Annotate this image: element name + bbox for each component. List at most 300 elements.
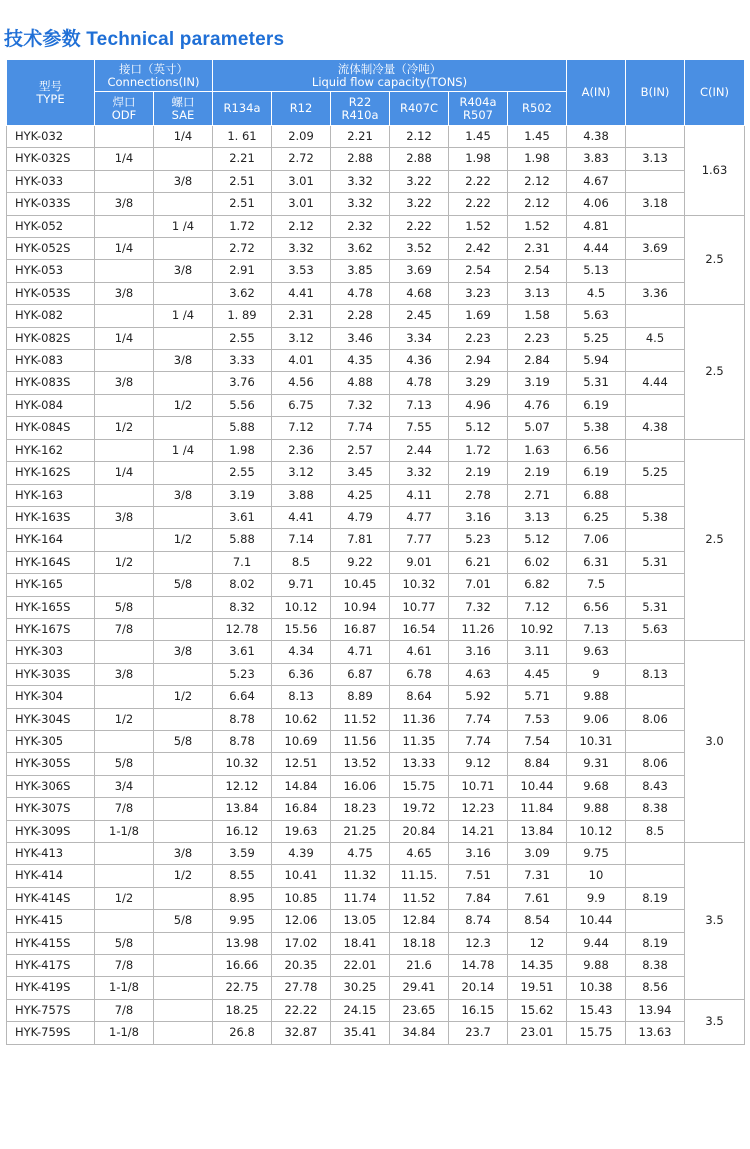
cell-a: 10.44 xyxy=(567,910,626,932)
cell-r134a: 3.62 xyxy=(213,282,272,304)
cell-c: 2.5 xyxy=(685,305,745,439)
cell-r134a: 3.61 xyxy=(213,506,272,528)
cell-r134a: 2.91 xyxy=(213,260,272,282)
cell-r502: 3.13 xyxy=(508,282,567,304)
table-body xyxy=(7,126,745,1045)
cell-type: HYK-084S xyxy=(7,417,95,439)
cell-type: HYK-164 xyxy=(7,529,95,551)
cell-r404a: 3.16 xyxy=(449,506,508,528)
cell-r502: 6.02 xyxy=(508,551,567,573)
cell-r22: 13.52 xyxy=(331,753,390,775)
cell-r407c: 18.18 xyxy=(390,932,449,954)
cell-r22: 3.45 xyxy=(331,462,390,484)
cell-r12: 4.39 xyxy=(272,843,331,865)
cell-type: HYK-167S xyxy=(7,618,95,640)
cell-a: 9.88 xyxy=(567,686,626,708)
cell-b: 8.06 xyxy=(626,708,685,730)
cell-b xyxy=(626,686,685,708)
cell-odf xyxy=(95,394,154,416)
cell-r22: 4.78 xyxy=(331,282,390,304)
cell-odf: 7/8 xyxy=(95,955,154,977)
cell-a: 3.83 xyxy=(567,148,626,170)
cell-a: 9.9 xyxy=(567,887,626,909)
cell-type: HYK-053S xyxy=(7,282,95,304)
cell-r12: 3.12 xyxy=(272,462,331,484)
cell-r502: 5.07 xyxy=(508,417,567,439)
cell-b: 3.36 xyxy=(626,282,685,304)
cell-r502: 19.51 xyxy=(508,977,567,999)
header-connections-en: Connections(IN) xyxy=(107,74,200,89)
header-odf-cn: 焊口 xyxy=(112,94,136,109)
cell-sae xyxy=(154,148,213,170)
cell-sae xyxy=(154,596,213,618)
cell-c: 3.5 xyxy=(685,843,745,1000)
cell-type: HYK-032S xyxy=(7,148,95,170)
cell-b xyxy=(626,865,685,887)
header-c: C(IN) xyxy=(685,60,745,126)
cell-odf: 5/8 xyxy=(95,596,154,618)
cell-r12: 4.01 xyxy=(272,350,331,372)
cell-a: 10.12 xyxy=(567,820,626,842)
cell-r404a: 7.84 xyxy=(449,887,508,909)
cell-r22: 2.21 xyxy=(331,126,390,148)
cell-odf xyxy=(95,910,154,932)
cell-b xyxy=(626,394,685,416)
cell-r404a: 5.92 xyxy=(449,686,508,708)
cell-r134a: 5.23 xyxy=(213,663,272,685)
cell-odf: 1/2 xyxy=(95,417,154,439)
cell-r404a: 1.45 xyxy=(449,126,508,148)
cell-r407c: 29.41 xyxy=(390,977,449,999)
cell-r12: 14.84 xyxy=(272,775,331,797)
cell-r404a: 2.23 xyxy=(449,327,508,349)
cell-r12: 2.12 xyxy=(272,215,331,237)
cell-r404a: 14.78 xyxy=(449,955,508,977)
cell-r404a: 7.32 xyxy=(449,596,508,618)
cell-odf xyxy=(95,126,154,148)
cell-r12: 32.87 xyxy=(272,1022,331,1044)
cell-r407c: 19.72 xyxy=(390,798,449,820)
cell-sae xyxy=(154,372,213,394)
cell-r12: 3.88 xyxy=(272,484,331,506)
header-r134a: R134a xyxy=(213,92,272,126)
cell-type: HYK-306S xyxy=(7,775,95,797)
cell-r407c: 6.78 xyxy=(390,663,449,685)
cell-r22: 4.71 xyxy=(331,641,390,663)
cell-odf: 7/8 xyxy=(95,618,154,640)
cell-a: 4.06 xyxy=(567,193,626,215)
cell-type: HYK-165S xyxy=(7,596,95,618)
cell-r22: 4.88 xyxy=(331,372,390,394)
header-connections-cn: 接口（英寸） xyxy=(119,61,188,76)
cell-r22: 3.85 xyxy=(331,260,390,282)
cell-r407c: 10.32 xyxy=(390,574,449,596)
cell-r12: 2.72 xyxy=(272,148,331,170)
cell-r12: 4.34 xyxy=(272,641,331,663)
cell-b: 8.19 xyxy=(626,887,685,909)
table-row xyxy=(7,282,745,304)
table-row xyxy=(7,215,745,237)
cell-r502: 13.84 xyxy=(508,820,567,842)
cell-b xyxy=(626,843,685,865)
cell-r407c: 9.01 xyxy=(390,551,449,573)
table-row xyxy=(7,126,745,148)
cell-odf xyxy=(95,350,154,372)
cell-r502: 1.58 xyxy=(508,305,567,327)
table-row xyxy=(7,843,745,865)
cell-sae: 3/8 xyxy=(154,350,213,372)
header-connections xyxy=(95,60,213,92)
cell-r404a: 3.29 xyxy=(449,372,508,394)
cell-sae: 1 /4 xyxy=(154,215,213,237)
cell-r134a: 2.51 xyxy=(213,170,272,192)
cell-r404a: 20.14 xyxy=(449,977,508,999)
table-row xyxy=(7,999,745,1021)
cell-a: 6.56 xyxy=(567,596,626,618)
cell-b: 8.56 xyxy=(626,977,685,999)
cell-type: HYK-305 xyxy=(7,730,95,752)
cell-r12: 3.01 xyxy=(272,193,331,215)
cell-odf: 1/4 xyxy=(95,238,154,260)
cell-odf: 7/8 xyxy=(95,999,154,1021)
cell-r404a: 7.74 xyxy=(449,708,508,730)
table-row xyxy=(7,170,745,192)
cell-r502: 2.71 xyxy=(508,484,567,506)
cell-sae: 1 /4 xyxy=(154,305,213,327)
cell-a: 4.5 xyxy=(567,282,626,304)
table-row xyxy=(7,932,745,954)
cell-r22: 6.87 xyxy=(331,663,390,685)
cell-b: 8.06 xyxy=(626,753,685,775)
cell-a: 6.31 xyxy=(567,551,626,573)
cell-r22: 11.74 xyxy=(331,887,390,909)
cell-r134a: 10.32 xyxy=(213,753,272,775)
cell-r502: 1.98 xyxy=(508,148,567,170)
table-row xyxy=(7,596,745,618)
cell-a: 10.38 xyxy=(567,977,626,999)
cell-r134a: 3.33 xyxy=(213,350,272,372)
cell-sae: 5/8 xyxy=(154,910,213,932)
cell-r12: 3.12 xyxy=(272,327,331,349)
cell-r134a: 9.95 xyxy=(213,910,272,932)
cell-type: HYK-032 xyxy=(7,126,95,148)
cell-a: 9.88 xyxy=(567,798,626,820)
cell-odf xyxy=(95,260,154,282)
cell-r134a: 1. 89 xyxy=(213,305,272,327)
cell-r404a: 2.22 xyxy=(449,193,508,215)
cell-r12: 12.51 xyxy=(272,753,331,775)
cell-sae xyxy=(154,327,213,349)
cell-r404a: 5.12 xyxy=(449,417,508,439)
cell-sae xyxy=(154,506,213,528)
cell-r12: 3.01 xyxy=(272,170,331,192)
header-r507: R507 xyxy=(463,107,493,122)
cell-sae xyxy=(154,955,213,977)
cell-r134a: 2.72 xyxy=(213,238,272,260)
cell-a: 9.75 xyxy=(567,843,626,865)
cell-r502: 12 xyxy=(508,932,567,954)
cell-r407c: 4.36 xyxy=(390,350,449,372)
header-r404a-r507 xyxy=(449,92,508,126)
cell-b: 4.38 xyxy=(626,417,685,439)
table-row xyxy=(7,327,745,349)
cell-r502: 7.12 xyxy=(508,596,567,618)
cell-sae: 1/2 xyxy=(154,394,213,416)
cell-r407c: 3.32 xyxy=(390,462,449,484)
table-row xyxy=(7,484,745,506)
cell-b xyxy=(626,529,685,551)
cell-r407c: 3.22 xyxy=(390,170,449,192)
cell-r407c: 3.34 xyxy=(390,327,449,349)
cell-r22: 4.75 xyxy=(331,843,390,865)
cell-odf: 1/2 xyxy=(95,551,154,573)
cell-r12: 2.36 xyxy=(272,439,331,461)
cell-b: 4.44 xyxy=(626,372,685,394)
cell-r22: 24.15 xyxy=(331,999,390,1021)
cell-r407c: 7.55 xyxy=(390,417,449,439)
cell-r404a: 14.21 xyxy=(449,820,508,842)
cell-r404a: 2.54 xyxy=(449,260,508,282)
cell-type: HYK-304 xyxy=(7,686,95,708)
cell-r404a: 9.12 xyxy=(449,753,508,775)
cell-r22: 8.89 xyxy=(331,686,390,708)
cell-r407c: 2.44 xyxy=(390,439,449,461)
cell-r502: 7.53 xyxy=(508,708,567,730)
cell-a: 9 xyxy=(567,663,626,685)
cell-r502: 6.82 xyxy=(508,574,567,596)
cell-r22: 3.32 xyxy=(331,193,390,215)
header-capacity-en: Liquid flow capacity(TONS) xyxy=(311,74,468,89)
cell-odf: 3/8 xyxy=(95,506,154,528)
cell-sae: 3/8 xyxy=(154,170,213,192)
header-r22: R22 xyxy=(348,94,372,109)
cell-type: HYK-083S xyxy=(7,372,95,394)
cell-r12: 16.84 xyxy=(272,798,331,820)
cell-r12: 15.56 xyxy=(272,618,331,640)
table-row xyxy=(7,574,745,596)
cell-r134a: 16.12 xyxy=(213,820,272,842)
cell-sae xyxy=(154,238,213,260)
cell-r407c: 15.75 xyxy=(390,775,449,797)
cell-r134a: 22.75 xyxy=(213,977,272,999)
cell-r407c: 34.84 xyxy=(390,1022,449,1044)
cell-r12: 4.41 xyxy=(272,282,331,304)
table-row xyxy=(7,551,745,573)
header-r22-r410a xyxy=(331,92,390,126)
cell-r407c: 11.15. xyxy=(390,865,449,887)
cell-r407c: 4.11 xyxy=(390,484,449,506)
cell-type: HYK-033 xyxy=(7,170,95,192)
cell-r134a: 2.21 xyxy=(213,148,272,170)
cell-r22: 11.52 xyxy=(331,708,390,730)
cell-b xyxy=(626,439,685,461)
cell-c: 2.5 xyxy=(685,439,745,641)
table-row xyxy=(7,775,745,797)
cell-sae xyxy=(154,932,213,954)
cell-sae: 5/8 xyxy=(154,730,213,752)
cell-r407c: 3.52 xyxy=(390,238,449,260)
cell-a: 5.13 xyxy=(567,260,626,282)
cell-r407c: 11.36 xyxy=(390,708,449,730)
cell-type: HYK-307S xyxy=(7,798,95,820)
header-r12: R12 xyxy=(272,92,331,126)
table-row xyxy=(7,238,745,260)
cell-b xyxy=(626,641,685,663)
cell-r22: 18.23 xyxy=(331,798,390,820)
cell-r502: 7.31 xyxy=(508,865,567,887)
cell-type: HYK-417S xyxy=(7,955,95,977)
cell-type: HYK-164S xyxy=(7,551,95,573)
cell-odf: 3/8 xyxy=(95,372,154,394)
cell-r502: 1.45 xyxy=(508,126,567,148)
cell-r12: 10.85 xyxy=(272,887,331,909)
cell-r502: 5.12 xyxy=(508,529,567,551)
cell-r134a: 8.55 xyxy=(213,865,272,887)
table-row xyxy=(7,305,745,327)
cell-a: 9.44 xyxy=(567,932,626,954)
cell-c: 3.5 xyxy=(685,999,745,1044)
cell-r404a: 3.16 xyxy=(449,641,508,663)
cell-r407c: 4.78 xyxy=(390,372,449,394)
cell-r12: 7.12 xyxy=(272,417,331,439)
cell-odf: 1/4 xyxy=(95,327,154,349)
cell-r404a: 2.42 xyxy=(449,238,508,260)
cell-b: 8.38 xyxy=(626,955,685,977)
cell-r502: 7.61 xyxy=(508,887,567,909)
cell-b xyxy=(626,170,685,192)
cell-r22: 3.46 xyxy=(331,327,390,349)
cell-r404a: 11.26 xyxy=(449,618,508,640)
cell-odf xyxy=(95,843,154,865)
cell-r134a: 5.56 xyxy=(213,394,272,416)
cell-r404a: 12.23 xyxy=(449,798,508,820)
cell-b: 3.13 xyxy=(626,148,685,170)
cell-r404a: 3.16 xyxy=(449,843,508,865)
cell-type: HYK-052S xyxy=(7,238,95,260)
cell-type: HYK-305S xyxy=(7,753,95,775)
cell-type: HYK-419S xyxy=(7,977,95,999)
cell-sae xyxy=(154,708,213,730)
cell-b xyxy=(626,350,685,372)
cell-b xyxy=(626,484,685,506)
cell-r407c: 16.54 xyxy=(390,618,449,640)
cell-r134a: 1. 61 xyxy=(213,126,272,148)
cell-r22: 16.87 xyxy=(331,618,390,640)
cell-r12: 17.02 xyxy=(272,932,331,954)
cell-type: HYK-033S xyxy=(7,193,95,215)
table-row xyxy=(7,462,745,484)
cell-r502: 10.44 xyxy=(508,775,567,797)
cell-r502: 1.63 xyxy=(508,439,567,461)
cell-r22: 11.56 xyxy=(331,730,390,752)
cell-b xyxy=(626,730,685,752)
cell-type: HYK-414S xyxy=(7,887,95,909)
cell-r407c: 21.6 xyxy=(390,955,449,977)
cell-r22: 7.74 xyxy=(331,417,390,439)
cell-r404a: 1.98 xyxy=(449,148,508,170)
cell-odf: 1-1/8 xyxy=(95,820,154,842)
cell-sae xyxy=(154,999,213,1021)
cell-r22: 35.41 xyxy=(331,1022,390,1044)
cell-a: 7.13 xyxy=(567,618,626,640)
header-a: A(IN) xyxy=(567,60,626,126)
cell-r22: 4.79 xyxy=(331,506,390,528)
cell-b xyxy=(626,305,685,327)
cell-sae: 1/4 xyxy=(154,126,213,148)
cell-type: HYK-415S xyxy=(7,932,95,954)
cell-r12: 4.56 xyxy=(272,372,331,394)
table-row xyxy=(7,865,745,887)
cell-b: 3.69 xyxy=(626,238,685,260)
cell-r404a: 6.21 xyxy=(449,551,508,573)
cell-type: HYK-083 xyxy=(7,350,95,372)
cell-r22: 4.35 xyxy=(331,350,390,372)
cell-odf xyxy=(95,865,154,887)
cell-r502: 2.12 xyxy=(508,170,567,192)
cell-r12: 19.63 xyxy=(272,820,331,842)
header-odf-en: ODF xyxy=(111,107,137,122)
cell-a: 5.63 xyxy=(567,305,626,327)
cell-type: HYK-303 xyxy=(7,641,95,663)
cell-r22: 2.57 xyxy=(331,439,390,461)
cell-odf xyxy=(95,484,154,506)
cell-r12: 10.69 xyxy=(272,730,331,752)
table-row xyxy=(7,394,745,416)
cell-b: 3.18 xyxy=(626,193,685,215)
cell-r502: 3.09 xyxy=(508,843,567,865)
cell-type: HYK-163 xyxy=(7,484,95,506)
cell-a: 4.38 xyxy=(567,126,626,148)
cell-r12: 10.62 xyxy=(272,708,331,730)
cell-r407c: 3.22 xyxy=(390,193,449,215)
cell-r502: 14.35 xyxy=(508,955,567,977)
cell-sae xyxy=(154,798,213,820)
cell-r12: 8.13 xyxy=(272,686,331,708)
cell-r502: 5.71 xyxy=(508,686,567,708)
cell-r407c: 23.65 xyxy=(390,999,449,1021)
cell-r502: 8.84 xyxy=(508,753,567,775)
cell-r12: 2.09 xyxy=(272,126,331,148)
cell-r404a: 12.3 xyxy=(449,932,508,954)
cell-r502: 2.84 xyxy=(508,350,567,372)
cell-r407c: 20.84 xyxy=(390,820,449,842)
cell-r134a: 3.76 xyxy=(213,372,272,394)
cell-r404a: 2.78 xyxy=(449,484,508,506)
header-sae xyxy=(154,92,213,126)
cell-r134a: 5.88 xyxy=(213,417,272,439)
cell-r502: 2.54 xyxy=(508,260,567,282)
cell-sae xyxy=(154,663,213,685)
cell-a: 4.67 xyxy=(567,170,626,192)
cell-r407c: 2.12 xyxy=(390,126,449,148)
cell-a: 5.94 xyxy=(567,350,626,372)
cell-odf: 3/8 xyxy=(95,193,154,215)
cell-r22: 7.81 xyxy=(331,529,390,551)
cell-r134a: 8.02 xyxy=(213,574,272,596)
cell-b: 13.94 xyxy=(626,999,685,1021)
cell-b xyxy=(626,126,685,148)
cell-r22: 10.45 xyxy=(331,574,390,596)
cell-sae xyxy=(154,282,213,304)
cell-r12: 3.53 xyxy=(272,260,331,282)
page-title: 技术参数 Technical parameters xyxy=(4,29,285,50)
cell-sae xyxy=(154,977,213,999)
cell-b: 5.31 xyxy=(626,596,685,618)
cell-a: 10 xyxy=(567,865,626,887)
cell-r134a: 1.98 xyxy=(213,439,272,461)
cell-r407c: 11.52 xyxy=(390,887,449,909)
cell-r22: 9.22 xyxy=(331,551,390,573)
